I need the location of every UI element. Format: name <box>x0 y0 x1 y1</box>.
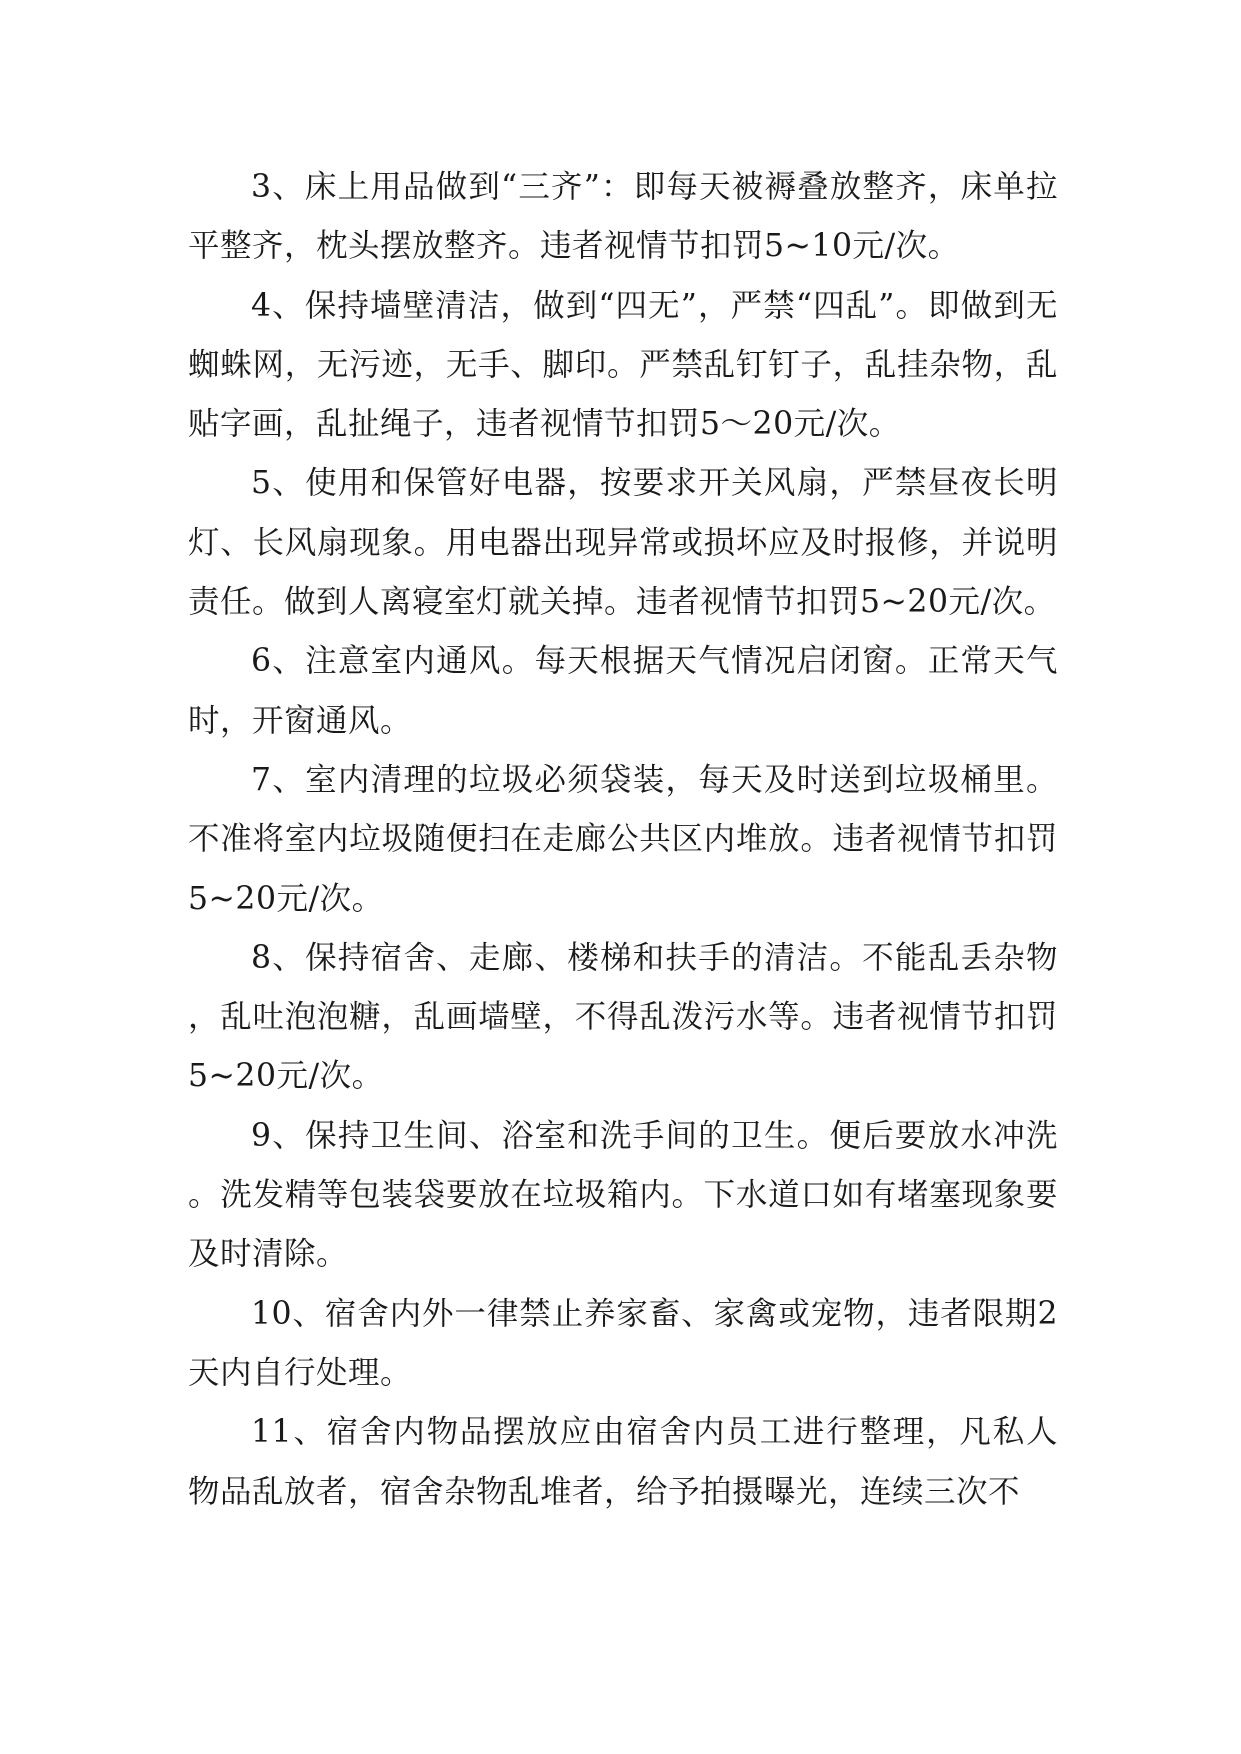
rule-paragraph-9: 9、保持卫生间、浴室和洗手间的卫生。便后要放水冲洗。洗发精等包装袋要放在垃圾箱内。下水道口如有堵塞现象要及时清除。 <box>188 1117 1058 1273</box>
rule-paragraph-3: 3、床上用品做到“三齐”：即每天被褥叠放整齐，床单拉平整齐，枕头摆放整齐。违者视情节扣罚5~10元/次。 <box>188 169 1058 265</box>
rule-paragraph-11: 11、宿舍内物品摆放应由宿舍内员工进行整理，凡私人物品乱放者，宿舍杂物乱堆者，给予拍摄曝光，连续三次不 <box>188 1414 1058 1510</box>
rule-paragraph-7: 7、室内清理的垃圾必须袋装，每天及时送到垃圾桶里。不准将室内垃圾随便扫在走廊公共区内堆放。违者视情节扣罚5~20元/次。 <box>188 761 1058 917</box>
document-body <box>188 158 1058 1522</box>
rule-paragraph-10: 10、宿舍内外一律禁止养家畜、家禽或宠物，违者限期2天内自行处理。 <box>188 1295 1058 1391</box>
rule-paragraph-5: 5、使用和保管好电器，按要求开关风扇，严禁昼夜长明灯、长风扇现象。用电器出现异常或损坏应及时报修，并说明责任。做到人离寝室灯就关掉。违者视情节扣罚5~20元/次。 <box>188 465 1058 621</box>
rule-paragraph-6: 6、注意室内通风。每天根据天气情况启闭窗。正常天气时，开窗通风。 <box>188 643 1058 739</box>
rule-paragraph-4: 4、保持墙壁清洁，做到“四无”，严禁“四乱”。即做到无蜘蛛网，无污迹，无手、脚印。严禁乱钉钉子，乱挂杂物，乱贴字画，乱扯绳子，违者视情节扣罚5～20元/次。 <box>188 287 1058 443</box>
rule-paragraph-8: 8、保持宿舍、走廊、楼梯和扶手的清洁。不能乱丢杂物，乱吐泡泡糖，乱画墙壁，不得乱泼污水等。违者视情节扣罚5~20元/次。 <box>188 939 1058 1095</box>
